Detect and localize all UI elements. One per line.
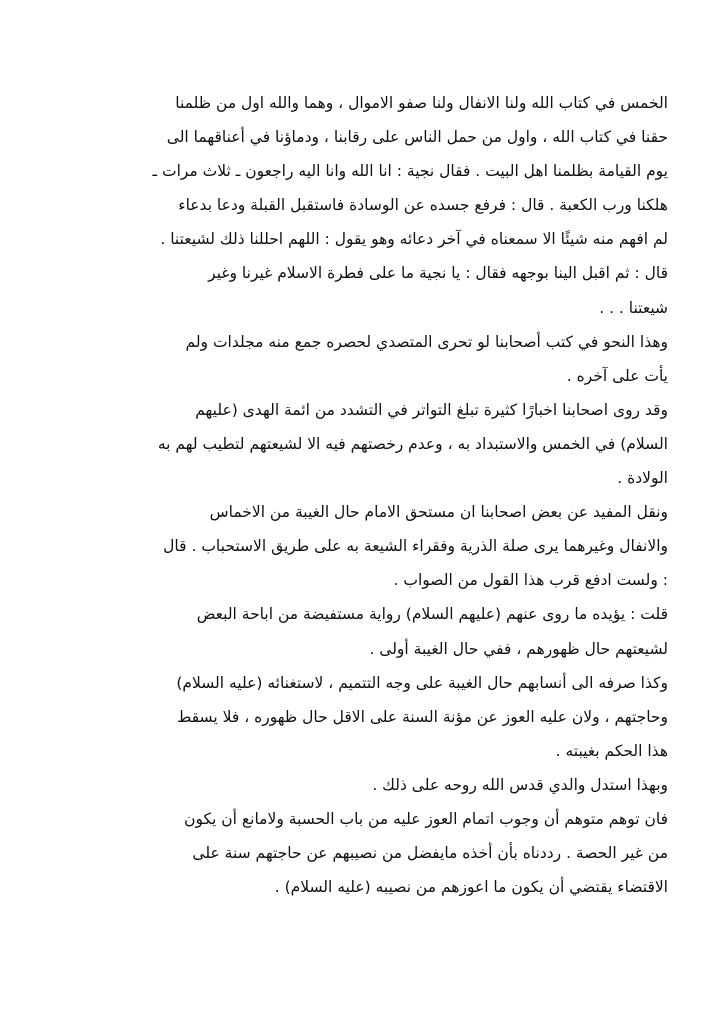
text-line: حقنا في كتاب الله ، واول من حمل الناس على رقابنا ، ودماؤنا في أعناقهما الى (166, 128, 668, 147)
text-line: يأت على آخره . (566, 366, 668, 385)
text-line: السلام) في الخمس والاستبداد به ، وعدم رخصتهم فيه الا لشيعتهم لتطيب لهم به (157, 434, 668, 453)
text-line: من غير الحصة . رددناه بأن أخذه مايفضل من نصيبهم عن حاجتهم سنة على (192, 844, 668, 863)
text-line: لشيعتهم حال ظهورهم ، ففي حال الغيبة أولى . (369, 639, 668, 658)
text-line: الاقتضاء يقتضي أن يكون ما اعوزهم من نصيبه (عليه السلام) . (274, 878, 668, 897)
text-line: والانفال وغيرهما يرى صلة الذرية وفقراء الشيعة به على طريق الاستحباب . قال (163, 537, 668, 556)
text-line: ونقل المفيد عن بعض اصحابنا ان مستحق الامام حال الغيبة من الاخماس (209, 503, 668, 522)
text-line: وحاجتهم ، ولان عليه العوز عن مؤنة السنة على الاقل حال ظهوره ، فلا يسقط (177, 707, 668, 726)
text-line: لم افهم منه شيئًا الا سمعناه في آخر دعائه وهو يقول : اللهم احللنا ذلك لشيعتنا . (160, 230, 668, 249)
text-line: قال : ثم اقبل الينا بوجهه فقال : يا نجية ما على فطرة الاسلام غيرنا وغير (208, 264, 668, 283)
text-line: هلكنا ورب الكعبة . قال : فرفع جسده عن الوسادة فاستقبل القبلة ودعا بدعاء (178, 196, 668, 215)
text-line: هذا الحكم بغيبته . (555, 741, 668, 760)
text-line: وقد روى اصحابنا اخبارًا كثيرة تبلغ التواتر في التشدد من ائمة الهدى (عليهم (195, 400, 668, 419)
text-line: فان توهم متوهم أن وجوب اتمام العوز عليه من باب الحسبة ولامانع أن يكون (184, 809, 668, 828)
text-line: وهذا النحو في كتب أصحابنا لو تحرى المتصدي لحصره جمع منه مجلدات ولم (185, 332, 668, 351)
text-line: الخمس في كتاب الله ولنا الانفال ولنا صفو الاموال ، وهما والله اول من ظلمنا (175, 94, 668, 112)
text-line: الولادة . (617, 469, 668, 488)
text-line: شيعتنا . . . (599, 298, 668, 317)
text-line: : ولست ادفع قرب هذا القول من الصواب . (393, 571, 668, 590)
text-line: يوم القيامة بظلمنا اهل البيت . فقال نجية : انا الله وانا اليه راجعون ـ ثلاث مرات ـ (152, 162, 668, 181)
text-line: قلت : يؤيده ما روى عنهم (عليهم السلام) رواية مستفيضة من اباحة البعض (196, 605, 668, 624)
text-line: وكذا صرفه الى أنسابهم حال الغيبة على وجه التتميم ، لاستغنائه (عليه السلام) (176, 673, 668, 692)
document-body (64, 86, 668, 904)
text-line: وبهذا استدل والدي قدس الله روحه على ذلك . (372, 775, 668, 794)
